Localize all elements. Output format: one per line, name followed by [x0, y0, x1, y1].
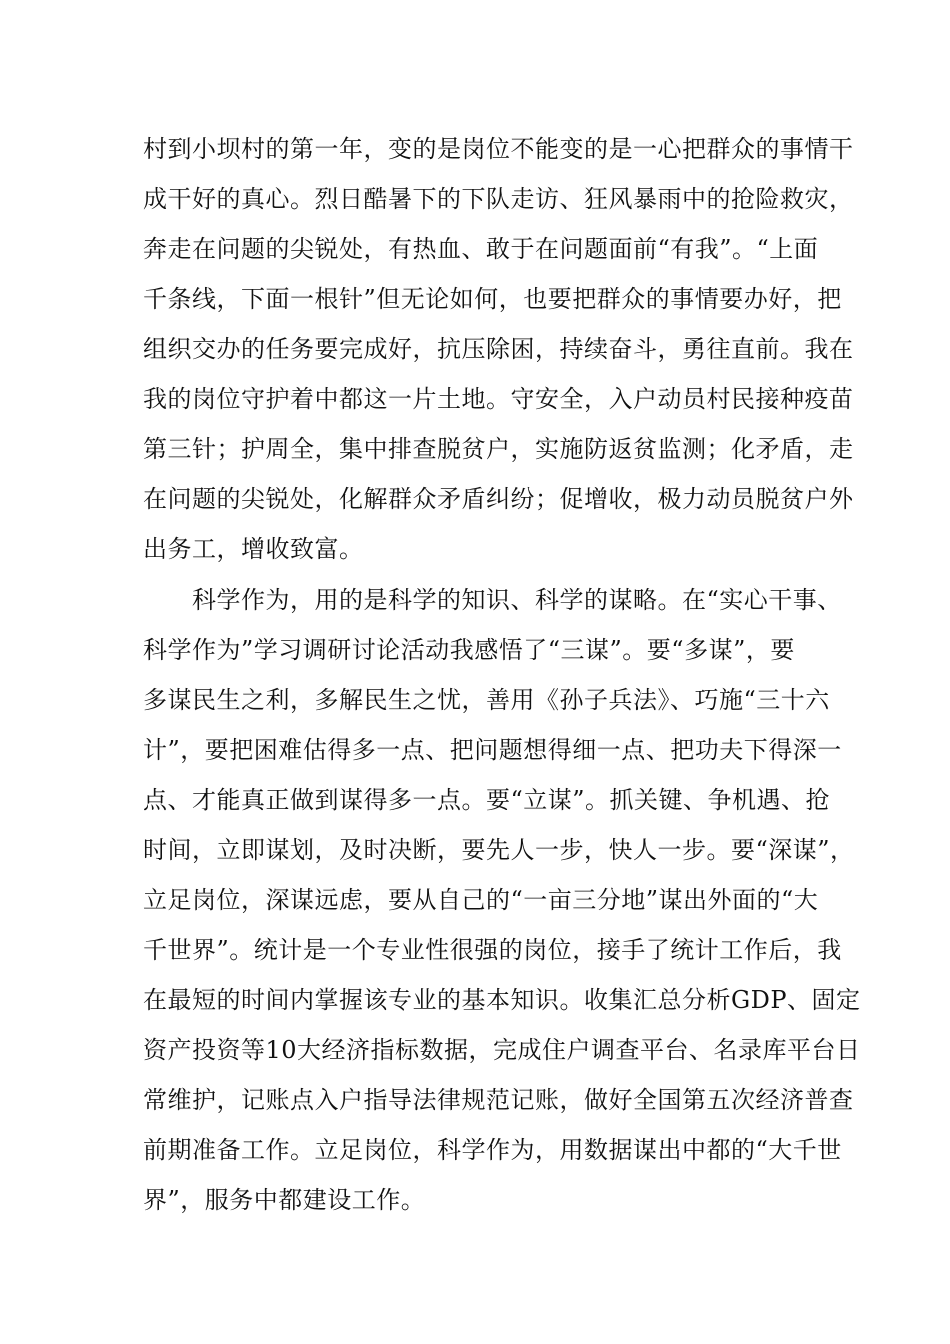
text-line: 我的岗位守护着中都这一片土地。守安全，入户动员村民接种疫苗	[143, 385, 854, 413]
text-line: 在最短的时间内掌握该专业的基本知识。收集汇总分析GDP、固定	[143, 986, 861, 1014]
text-line: 千世界”。统计是一个专业性很强的岗位，接手了统计工作后，我	[143, 936, 842, 964]
text-line: 资产投资等10大经济指标数据，完成住户调查平台、名录库平台日	[143, 1036, 861, 1064]
text-line: 立足岗位，深谋远虑，要从自己的“一亩三分地”谋出外面的“大	[143, 886, 819, 914]
text-line: 点、才能真正做到谋得多一点。要“立谋”。抓关键、争机遇、抢	[143, 786, 831, 814]
text-line: 科学作为”学习调研讨论活动我感悟了“三谋”。要“多谋”，要	[143, 636, 795, 664]
text-line: 时间，立即谋划，及时决断，要先人一步，快人一步。要“深谋”，	[143, 836, 855, 864]
text-line: 奔走在问题的尖锐处，有热血、敢于在问题面前“有我”。“上面	[143, 235, 819, 263]
text-line: 组织交办的任务要完成好，抗压除困，持续奋斗，勇往直前。我在	[143, 335, 854, 363]
text-line: 计”，要把困难估得多一点、把问题想得细一点、把功夫下得深一	[143, 736, 842, 764]
text-line: 出务工，增收致富。	[143, 535, 364, 563]
text-line: 村到小坝村的第一年，变的是岗位不能变的是一心把群众的事情干	[143, 135, 854, 163]
text-line: 成干好的真心。烈日酷暑下的下队走访、狂风暴雨中的抢险救灾，	[143, 185, 854, 213]
paragraph-1	[143, 124, 854, 574]
paragraph-2	[143, 575, 861, 1225]
text-line: 第三针；护周全，集中排查脱贫户，实施防返贫监测；化矛盾，走	[143, 435, 854, 463]
text-line: 多谋民生之利，多解民生之忧，善用《孙子兵法》、巧施“三十六	[143, 686, 830, 714]
text-line: 界”，服务中都建设工作。	[143, 1186, 426, 1214]
text-line: 科学作为，用的是科学的知识、科学的谋略。在“实心干事、	[143, 586, 842, 614]
text-line: 在问题的尖锐处，化解群众矛盾纠纷；促增收，极力动员脱贫户外	[143, 485, 854, 513]
text-line: 常维护，记账点入户指导法律规范记账，做好全国第五次经济普查	[143, 1086, 854, 1114]
text-line: 前期准备工作。立足岗位，科学作为，用数据谋出中都的“大千世	[143, 1136, 842, 1164]
text-line: 千条线，下面一根针”但无论如何，也要把群众的事情要办好，把	[143, 285, 842, 313]
